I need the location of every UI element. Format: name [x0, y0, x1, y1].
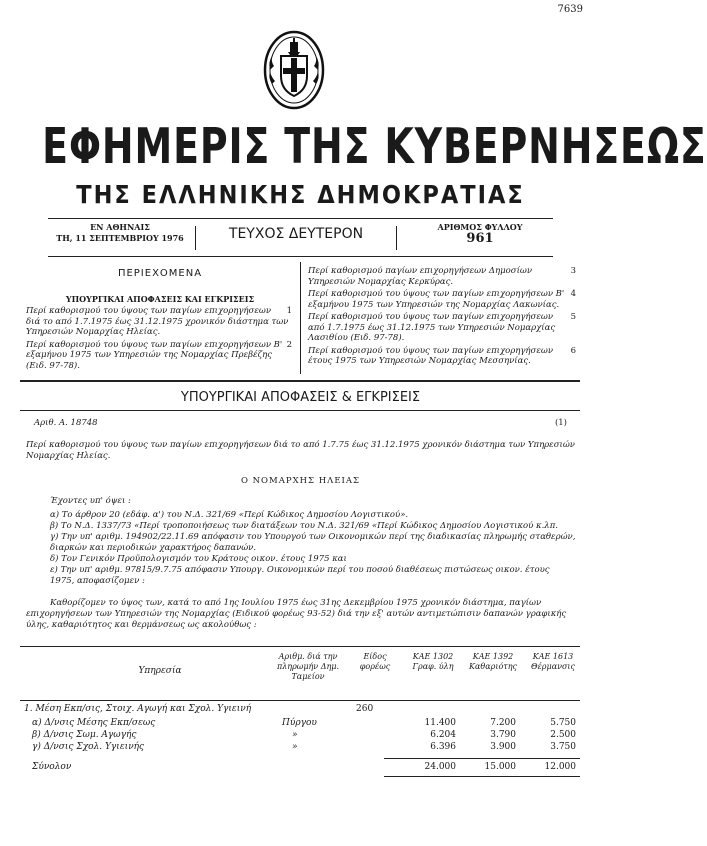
- total-kae1613: 12.000: [544, 762, 576, 772]
- consideration: ε) Την υπ' αριθμ. 97815/9.7.75 απόφασιν Υπουργ. Οικονομικών περί του ποσού διαθέσεως πιστώσεως οικον. έτους 1975, αποφασίζομεν :: [50, 565, 550, 586]
- row-kae1613: 2.500: [550, 730, 576, 740]
- toc-page: 2: [286, 339, 292, 350]
- row-service: γ) Δ/νσις Σχολ. Υγιεινής: [32, 742, 145, 752]
- issue-sheet: [410, 222, 550, 244]
- list-item[interactable]: [308, 312, 576, 344]
- greek-coat-of-arms-emblem: [262, 26, 326, 110]
- col-header-kae1302: ΚΑΕ 1302 Γραφ. ύλη: [412, 652, 454, 671]
- toc-text: Περί καθορισμού του ύψους των παγίων επιχορηγήσεων Β' εξαμήνου 1975 των Υπηρεσιών της Νομαρχίας Πρεβέζης (Ειδ. 97-78).: [26, 339, 283, 371]
- consideration: β) Το Ν.Δ. 1337/73 «Περί τροποποιήσεως των διατάξεων του Ν.Δ. 321/69 «Περί Κώδικος Δημοσίου Λογιστικού κ.λπ.: [50, 521, 558, 531]
- consideration: δ) Τον Γενικόν Προϋπολογισμόν του Κράτους οικον. έτους 1975 και: [50, 554, 347, 564]
- considerations-list: [26, 510, 576, 587]
- issue-place: ΕΝ ΑΘΗΝΑΙΣ: [90, 222, 150, 232]
- toc-page: 5: [570, 312, 576, 322]
- table-row: [20, 742, 580, 754]
- toc-page: 3: [570, 266, 576, 276]
- decision-index: (1): [554, 418, 567, 428]
- row-kae1302: 11.400: [424, 718, 456, 728]
- totals-bottom-rule: [384, 776, 580, 777]
- contents-bottom-rule: [20, 380, 580, 382]
- table-row: [20, 730, 580, 742]
- sheet-label: ΑΡΙΘΜΟΣ ΦΥΛΛΟΥ: [437, 222, 523, 232]
- col-header-service: Υπηρεσία: [138, 666, 182, 676]
- col-header-decision: Αριθμ. διά την πληρωμήν Δημ. Ταμείον: [276, 652, 340, 681]
- consideration: γ) Την υπ' αριθμ. 194902/22.11.69 απόφασιν του Υπουργού των Οικονομικών περί της διαδικασίας πληρωμής σταθερών, διαρκών και περιοδικών χαρακτήρος δαπανών.: [50, 532, 576, 553]
- issue-volume: ΤΕΥΧΟΣ ΔΕΥΤΕΡΟΝ: [195, 226, 397, 250]
- contents-left-list: [26, 306, 292, 373]
- decision-title: Περί καθορισμού του ύψους των παγίων επιχορηγήσεων διά το από 1.7.75 έως 31.12.1975 χρονικόν διάστημα των Υπηρεσιών Νομαρχίας Ηλείας.: [26, 440, 575, 461]
- page-number: 7639: [557, 4, 583, 15]
- list-item[interactable]: [308, 266, 576, 287]
- col-header-kae1392: ΚΑΕ 1392 Καθαριότης: [469, 652, 517, 671]
- row-kae1613: 5.750: [550, 718, 576, 728]
- contents-subheading: ΥΠΟΥΡΓΙΚΑΙ ΑΠΟΦΑΣΕΙΣ ΚΑΙ ΕΓΚΡΙΣΕΙΣ: [65, 294, 255, 304]
- gazette-subtitle: ΤΗΣ ΕΛΛΗΝΙΚΗΣ ΔΗΜΟΚΡΑΤΙΑΣ: [76, 180, 525, 209]
- issue-date: ΤΗ, 11 ΣΕΠΤΕΜΒΡΙΟΥ 1976: [56, 233, 184, 243]
- total-label: Σύνολον: [32, 762, 72, 772]
- toc-page: 6: [570, 345, 576, 356]
- row-kae1302: 6.204: [430, 730, 456, 740]
- toc-text: Περί καθορισμού του ύψους των παγίων επιχορηγήσεων από 1.7.1975 έως 31.12.1975 των Υπηρεσιών Νομαρχίας Λασιθίου (Ειδ. 97-78).: [308, 312, 556, 343]
- toc-page: 1: [286, 306, 292, 316]
- list-item[interactable]: [308, 289, 576, 310]
- col-header-unit: Είδος φορέως: [359, 652, 391, 671]
- list-item[interactable]: [308, 346, 576, 367]
- group-code: 260: [356, 704, 374, 714]
- sheet-number: 961: [466, 231, 494, 246]
- group-label: 1. Μέση Εκπ/σις, Στοιχ. Αγωγή και Σχολ. Υγιεινή: [24, 704, 252, 714]
- row-kae1392: 3.790: [490, 730, 516, 740]
- resolution-text: Καθορίζομεν το ύψος των, κατά το από 1ης Ιουλίου 1975 έως 31ης Δεκεμβρίου 1975 χρονικόν διάστημα, παγίων επιχορηγήσεων των Υπηρεσιών της Νομαρχίας (Ειδικού φορέως 93-52) διά την εξ' αυτών αντιμετώπισιν δαπανών γραφικής ύλης, καθαριότητος και θερμάνσεως ως ακολούθως :: [26, 598, 567, 630]
- list-item[interactable]: [26, 340, 292, 372]
- row-kae1613: 3.750: [550, 742, 576, 752]
- total-kae1302: 24.000: [424, 762, 456, 772]
- row-decision: Πύργου: [282, 718, 317, 728]
- row-service: β) Δ/νσις Σωμ. Αγωγής: [32, 730, 137, 740]
- consideration: α) Το άρθρον 20 (εδάφ. α') του Ν.Δ. 321/69 «Περί Κώδικος Δημοσίου Λογιστικού».: [50, 510, 409, 520]
- header-bottom-rule: [48, 256, 553, 257]
- contents-heading: ΠΕΡΙΕΧΟΜΕΝΑ: [117, 268, 203, 279]
- header-top-rule: [48, 218, 553, 219]
- table-row: [20, 718, 580, 730]
- toc-text: Περί καθορισμού του ύψους των παγίων επιχορηγήσεων διά το από 1.7.1975 έως 31.12.1975 χρονικόν διάστημα των Υπηρεσιών Νομαρχίας Ηλείας.: [26, 306, 289, 337]
- contents-column-divider: [300, 262, 301, 374]
- col-header-kae1613: ΚΑΕ 1613 Θέρμανσις: [530, 652, 576, 671]
- table-header: [20, 652, 580, 698]
- row-kae1392: 3.900: [490, 742, 516, 752]
- issue-place-date: [50, 222, 190, 244]
- gazette-title: ΕΦΗΜΕΡΙΣ ΤΗΣ ΚΥΒΕΡΝΗΣΕΩΣ: [42, 118, 707, 175]
- row-decision: »: [292, 742, 298, 752]
- row-service: α) Δ/νσις Μέσης Εκπ/σεως: [32, 718, 156, 728]
- table-body: [20, 718, 580, 758]
- totals-top-rule: [384, 758, 580, 759]
- toc-text: Περί καθορισμού παγίων επιχορηγήσεων Δημοσίων Υπηρεσιών Νομαρχίας Κερκύρας.: [308, 266, 533, 287]
- toc-text: Περί καθορισμού του ύψους των παγίων επιχορηγήσεων Β' εξαμήνου 1975 των Υπηρεσιών της Νομαρχίας Λακωνίας.: [308, 289, 565, 310]
- row-kae1302: 6.396: [430, 742, 456, 752]
- decision-reference: Αριθ. Α. 18748: [34, 418, 98, 428]
- section-title: ΥΠΟΥΡΓΙΚΑΙ ΑΠΟΦΑΣΕΙΣ & ΕΓΚΡΙΣΕΙΣ: [180, 390, 421, 405]
- toc-page: 4: [570, 289, 576, 299]
- table-top-rule: [20, 646, 580, 647]
- row-kae1392: 7.200: [490, 718, 516, 728]
- list-item[interactable]: [26, 306, 292, 338]
- contents-right-list: [308, 266, 576, 369]
- row-decision: »: [292, 730, 298, 740]
- having-regard: Έχοντες υπ' όψει :: [50, 496, 131, 506]
- total-kae1392: 15.000: [484, 762, 516, 772]
- section-title-rule: [20, 410, 580, 411]
- issuing-authority: Ο ΝΟΜΑΡΧΗΣ ΗΛΕΙΑΣ: [240, 476, 361, 486]
- toc-text: Περί καθορισμού του ύψους των παγίων επιχορηγήσεων έτους 1975 των Υπηρεσιών Νομαρχίας Μεσσηνίας.: [308, 345, 553, 366]
- table-header-rule: [20, 700, 580, 701]
